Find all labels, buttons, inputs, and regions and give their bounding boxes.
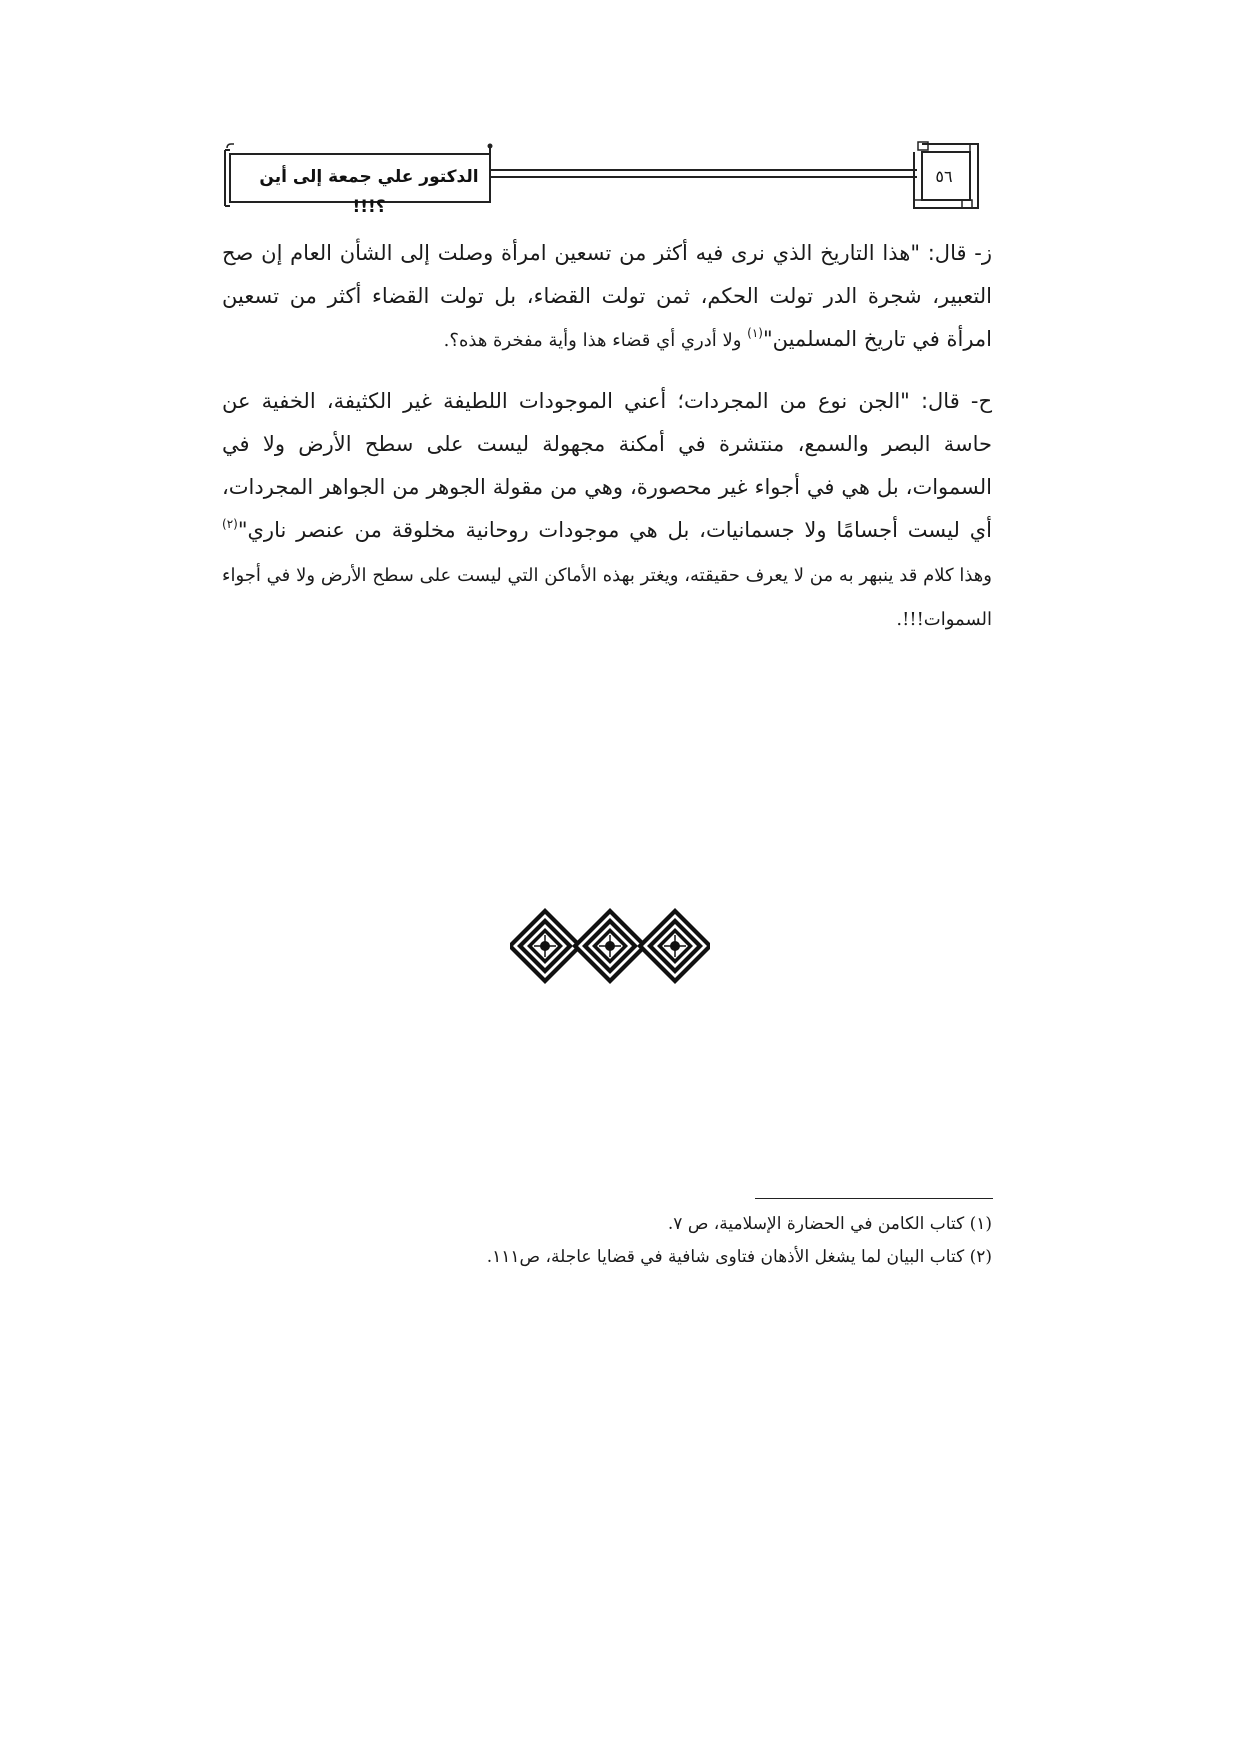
running-title: الدكتور علي جمعة إلى أين ؟!!!	[259, 167, 479, 217]
footnotes	[222, 1208, 992, 1274]
footnote-separator	[755, 1198, 993, 1199]
diamond-ornament-icon	[572, 908, 648, 984]
footnote-1: (١) كتاب الكامن في الحضارة الإسلامية، ص ٧.	[667, 1214, 992, 1234]
paragraph-z-tail: ولا أدري أي قضاء هذا وأية مفخرة هذه؟.	[443, 330, 748, 351]
page-header	[222, 140, 992, 217]
paragraph-z	[222, 232, 992, 362]
triple-diamond-ornament-icon	[510, 906, 710, 986]
page-number: ٥٦	[935, 167, 953, 186]
footnote-ref-1[interactable]: (١)	[747, 326, 763, 340]
body-text	[222, 232, 992, 659]
diamond-ornament-icon	[637, 908, 710, 984]
paragraph-h-tail: وهذا كلام قد ينبهر به من لا يعرف حقيقته، ويغتر بهذه الأماكن التي ليست على سطح الأرض ولا في أجواء السموات!!!.	[222, 565, 992, 630]
paragraph-z-text: ز- قال: "هذا التاريخ الذي نرى فيه أكثر من تسعين امرأة وصلت إلى الشأن العام إن صح التعبير، شجرة الدر تولت الحكم، ثمن تولت القضاء، بل تولت القضاء أكثر من تسعين امرأة في تاريخ المسلمين"	[222, 241, 992, 351]
paragraph-h	[222, 380, 992, 641]
paragraph-h-text: ح- قال: "الجن نوع من المجردات؛ أعني الموجودات اللطيفة غير الكثيفة، الخفية عن حاسة البصر والسمع، منتشرة في أمكنة مجهولة ليست على سطح الأرض ولا في السموات، بل هي في أجواء غير محصورة، وهي من مقولة الجوهر من الجواهر المجردات، أي ليست أجسامًا ولا جسمانيات، بل هي موجودات روحانية مخلوقة من عنصر ناري"	[222, 389, 992, 542]
footnote-ref-2[interactable]: (٢)	[222, 517, 238, 531]
footnote-2: (٢) كتاب البيان لما يشغل الأذهان فتاوى شافية في قضايا عاجلة، ص١١١.	[486, 1247, 992, 1267]
